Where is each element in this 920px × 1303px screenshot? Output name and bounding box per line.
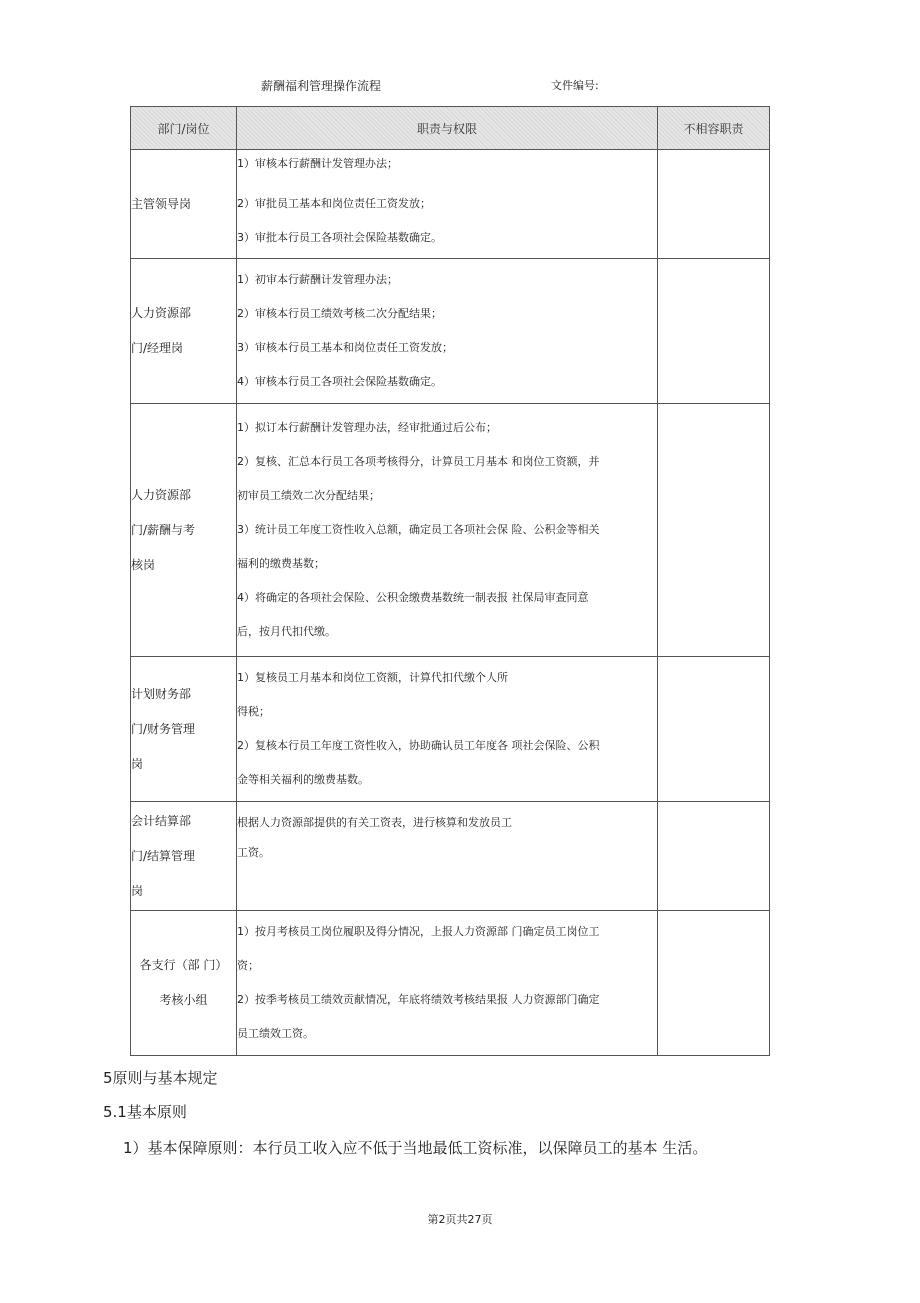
duties-cell (237, 657, 658, 802)
duty-line: 员工绩效工资。 (237, 1027, 314, 1040)
dept-line: 主管领导岗 (131, 196, 192, 211)
page-footer: 第2页共27页 (427, 1213, 493, 1226)
nocompat-cell (658, 802, 770, 911)
duty-line: 资； (237, 959, 259, 972)
dept-line: 核岗 (131, 557, 156, 572)
section-heading-5: 5原则与基本规定 (103, 1069, 218, 1087)
duty-line: 1）复核员工月基本和岗位工资额，计算代扣代缴个人所 (237, 671, 508, 684)
dept-line: 计划财务部 (131, 686, 192, 701)
dept-line: 人力资源部 (131, 487, 192, 502)
duty-line: 3）审批本行员工各项社会保险基数确定。 (237, 231, 442, 244)
duties-cell (237, 404, 658, 657)
document-number-label: 文件编号: (551, 79, 599, 92)
dept-line: 门/薪酬与考 (131, 522, 196, 537)
nocompat-cell (658, 911, 770, 1056)
duty-line: 根据人力资源部提供的有关工资表，进行核算和发放员工 (237, 816, 512, 829)
table-row (131, 802, 770, 911)
table-row (131, 657, 770, 802)
column-header-nocompat: 不相容职责 (658, 107, 770, 150)
table-header-row (131, 107, 770, 150)
dept-cell (131, 802, 237, 911)
duties-cell (237, 259, 658, 404)
column-header-duties: 职责与权限 (237, 107, 658, 150)
duty-line: 金等相关福利的缴费基数。 (237, 773, 369, 786)
dept-cell (131, 259, 237, 404)
responsibility-table (130, 106, 770, 1056)
table-row (131, 150, 770, 259)
nocompat-cell (658, 150, 770, 259)
principle-paragraph: 1）基本保障原则：本行员工收入应不低于当地最低工资标准，以保障员工的基本 生活。 (123, 1139, 708, 1157)
document-title: 薪酬福利管理操作流程 (261, 79, 382, 93)
duty-line: 2）审核本行员工绩效考核二次分配结果； (237, 307, 442, 320)
nocompat-cell (658, 657, 770, 802)
duty-line: 1）初审本行薪酬计发管理办法； (237, 273, 398, 286)
duty-line: 后，按月代扣代缴。 (237, 625, 336, 638)
duty-line: 2）复核本行员工年度工资性收入，协助确认员工年度各 项社会保险、公积 (237, 739, 600, 752)
dept-cell (131, 150, 237, 259)
nocompat-cell (658, 259, 770, 404)
duties-cell (237, 150, 658, 259)
duty-line: 工资。 (237, 846, 270, 859)
table-row (131, 911, 770, 1056)
duty-line: 1）拟订本行薪酬计发管理办法，经审批通过后公布； (237, 421, 497, 434)
duty-line: 1）审核本行薪酬计发管理办法； (237, 157, 398, 170)
column-header-dept: 部门/岗位 (131, 107, 237, 150)
duty-line: 2）审批员工基本和岗位责任工资发放； (237, 197, 431, 210)
duty-line: 2）按季考核员工绩效贡献情况，年底将绩效考核结果报 人力资源部门确定 (237, 993, 600, 1006)
dept-cell (131, 657, 237, 802)
duty-line: 4）将确定的各项社会保险、公积金缴费基数统一制表报 社保局审查同意 (237, 591, 589, 604)
table-row (131, 259, 770, 404)
duty-line: 1）按月考核员工岗位履职及得分情况，上报人力资源部 门确定员工岗位工 (237, 925, 600, 938)
section-heading-5-1: 5.1基本原则 (103, 1103, 187, 1121)
dept-line: 岗 (131, 883, 144, 898)
duty-line: 福利的缴费基数； (237, 557, 325, 570)
dept-cell (131, 404, 237, 657)
duty-line: 3）审核本行员工基本和岗位责任工资发放； (237, 341, 453, 354)
nocompat-cell (658, 404, 770, 657)
duty-line: 2）复核、汇总本行员工各项考核得分，计算员工月基本 和岗位工资额，并 (237, 455, 600, 468)
duty-line: 4）审核本行员工各项社会保险基数确定。 (237, 375, 442, 388)
duties-cell (237, 802, 658, 911)
dept-line: 考核小组 (159, 993, 208, 1007)
dept-line: 各支行（部 门） (139, 958, 228, 972)
duty-line: 初审员工绩效二次分配结果； (237, 489, 380, 502)
dept-line: 会计结算部 (131, 813, 192, 828)
dept-line: 门/财务管理 (131, 721, 196, 736)
dept-line: 岗 (131, 756, 144, 771)
duties-cell (237, 911, 658, 1056)
dept-cell (131, 911, 237, 1056)
dept-line: 门/结算管理 (131, 848, 196, 863)
duty-line: 3）统计员工年度工资性收入总额，确定员工各项社会保 险、公积金等相关 (237, 523, 600, 536)
duty-line: 得税； (237, 705, 270, 718)
dept-line: 门/经理岗 (131, 341, 184, 355)
table-row (131, 404, 770, 657)
dept-line: 人力资源部 (131, 306, 192, 320)
